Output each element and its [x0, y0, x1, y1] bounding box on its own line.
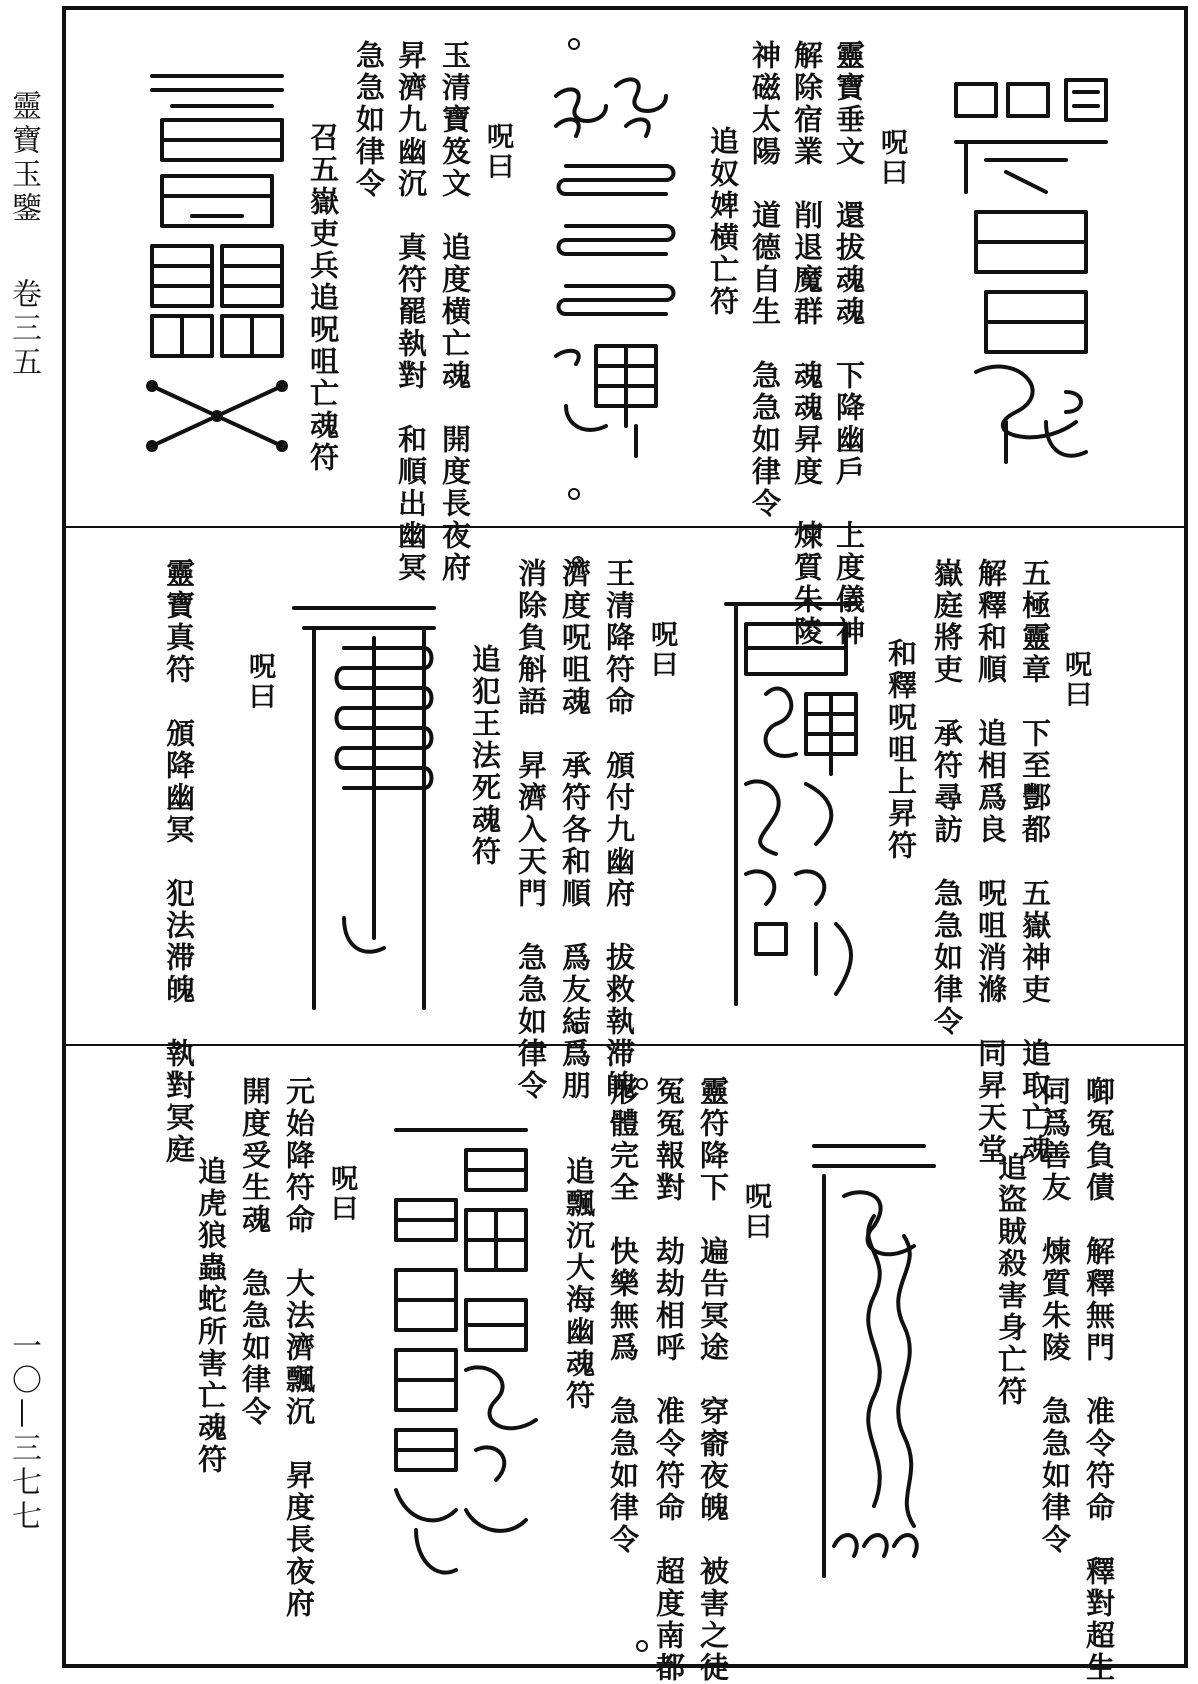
- bot-col-4: 冤冤報對 劫劫相呼 准令符命 超度南都: [652, 1076, 686, 1684]
- page-number: 一〇—三七七: [6, 1330, 41, 1534]
- talisman-5-drawing: [284, 598, 454, 998]
- mid-col-5: 濟度呪咀魂 承符各和順 爲友結爲朋: [558, 558, 592, 1102]
- top-col-3: 神磁太陽 道德自生 急急如律令: [748, 40, 782, 520]
- talisman-glyph-7: [376, 1110, 546, 1594]
- bot-heading-1: 呪曰: [740, 1182, 771, 1242]
- bot-col-2: 同爲善友 煉質朱陵 急急如律令: [1038, 1076, 1072, 1556]
- talisman-glyph-2: [536, 66, 706, 470]
- mid-heading-3: 呪曰: [244, 652, 275, 712]
- bot-heading-2: 呪曰: [326, 1164, 357, 1224]
- mid-title-1: 和釋呪咀上昇符: [884, 638, 918, 862]
- book-title: 靈寶玉鑒: [6, 90, 41, 226]
- bot-col-6: 元始降符命 大法濟飄沉 昇度長夜府: [282, 1076, 316, 1620]
- mid-heading-1: 呪曰: [1060, 650, 1091, 710]
- top-title-2: 召五嶽吏兵追呪咀亡魂符: [306, 122, 340, 474]
- talisman-glyph-3: [132, 66, 302, 470]
- mid-heading-2: 呪曰: [646, 620, 677, 680]
- page-frame: [62, 6, 1188, 1684]
- seal-circle: [568, 488, 580, 500]
- mid-col-6: 消除負斛語 昇濟入天門 急急如律令: [514, 558, 548, 1102]
- talisman-7-drawing: [376, 1110, 546, 1590]
- bot-col-7: 開度受生魂 急急如律令: [238, 1076, 272, 1428]
- panel-top: [66, 10, 1184, 648]
- top-col-5: 昇濟九幽沉 真符罷執對 和順出幽冥: [394, 40, 428, 584]
- talisman-glyph-4: [706, 584, 876, 1008]
- top-title-1: 追奴婢横亡符: [706, 126, 740, 318]
- talisman-glyph-5: [284, 598, 454, 1002]
- top-col-2: 解除宿業 削退魔群 魂魂昇度 煉質朱陵: [790, 40, 824, 648]
- talisman-glyph-1: [946, 72, 1146, 476]
- bot-title-2: 追飄沉大海幽魂符: [562, 1156, 596, 1412]
- mid-col-7: 靈寶真符 頒降幽冥 犯法滞魄 執對冥庭: [162, 558, 196, 1166]
- talisman-1-drawing: [946, 72, 1146, 472]
- mid-col-4: 王清降符命 頒付九幽府 拔救執滞魄: [602, 558, 636, 1102]
- talisman-4-drawing: [706, 584, 876, 1004]
- bot-col-1: 啣冤負債 解釋無門 准令符命 釋對超生: [1082, 1076, 1116, 1684]
- talisman-glyph-6: [804, 1116, 944, 1590]
- mid-title-2: 追犯王法死魂符: [468, 644, 502, 868]
- top-heading-2: 呪曰: [482, 122, 513, 182]
- mid-col-2: 解釋和順 追相爲良 呪咀消滌 同昇天堂: [974, 558, 1008, 1166]
- talisman-2-drawing: [536, 66, 706, 466]
- bot-col-3: 靈符降下 遍告冥途 穿窬夜魄 被害之徒: [696, 1076, 730, 1684]
- volume-label: 卷三五: [6, 278, 41, 380]
- seal-circle: [572, 1022, 584, 1034]
- top-heading-1: 呪曰: [876, 128, 907, 188]
- top-col-4: 玉清寶笈文 追度横亡魂 開度長夜府: [438, 40, 472, 584]
- mid-col-3: 嶽庭將吏 承符尋訪 急急如律令: [930, 558, 964, 1038]
- panel-bottom: [66, 1046, 1184, 1684]
- top-col-1: 靈寶垂文 還拔魂魂 下降幽戶 上度儀神: [832, 40, 866, 648]
- mid-col-1: 五極靈章 下至酆都 五嶽神吏 追取亡魂: [1018, 558, 1052, 1166]
- talisman-3-drawing: [132, 66, 302, 466]
- bot-col-5: 形體完全 快樂無爲 急急如律令: [606, 1076, 640, 1556]
- top-col-6: 急急如律令: [352, 40, 386, 200]
- bot-title-3: 追虎狼蟲蛇所害亡魂符: [194, 1156, 228, 1476]
- bot-title-1: 追盜賊殺害身亡符: [994, 1152, 1028, 1408]
- seal-circle: [636, 1640, 648, 1652]
- talisman-6-drawing: [804, 1116, 944, 1586]
- panel-middle: [66, 528, 1184, 1166]
- seal-circle: [568, 38, 580, 50]
